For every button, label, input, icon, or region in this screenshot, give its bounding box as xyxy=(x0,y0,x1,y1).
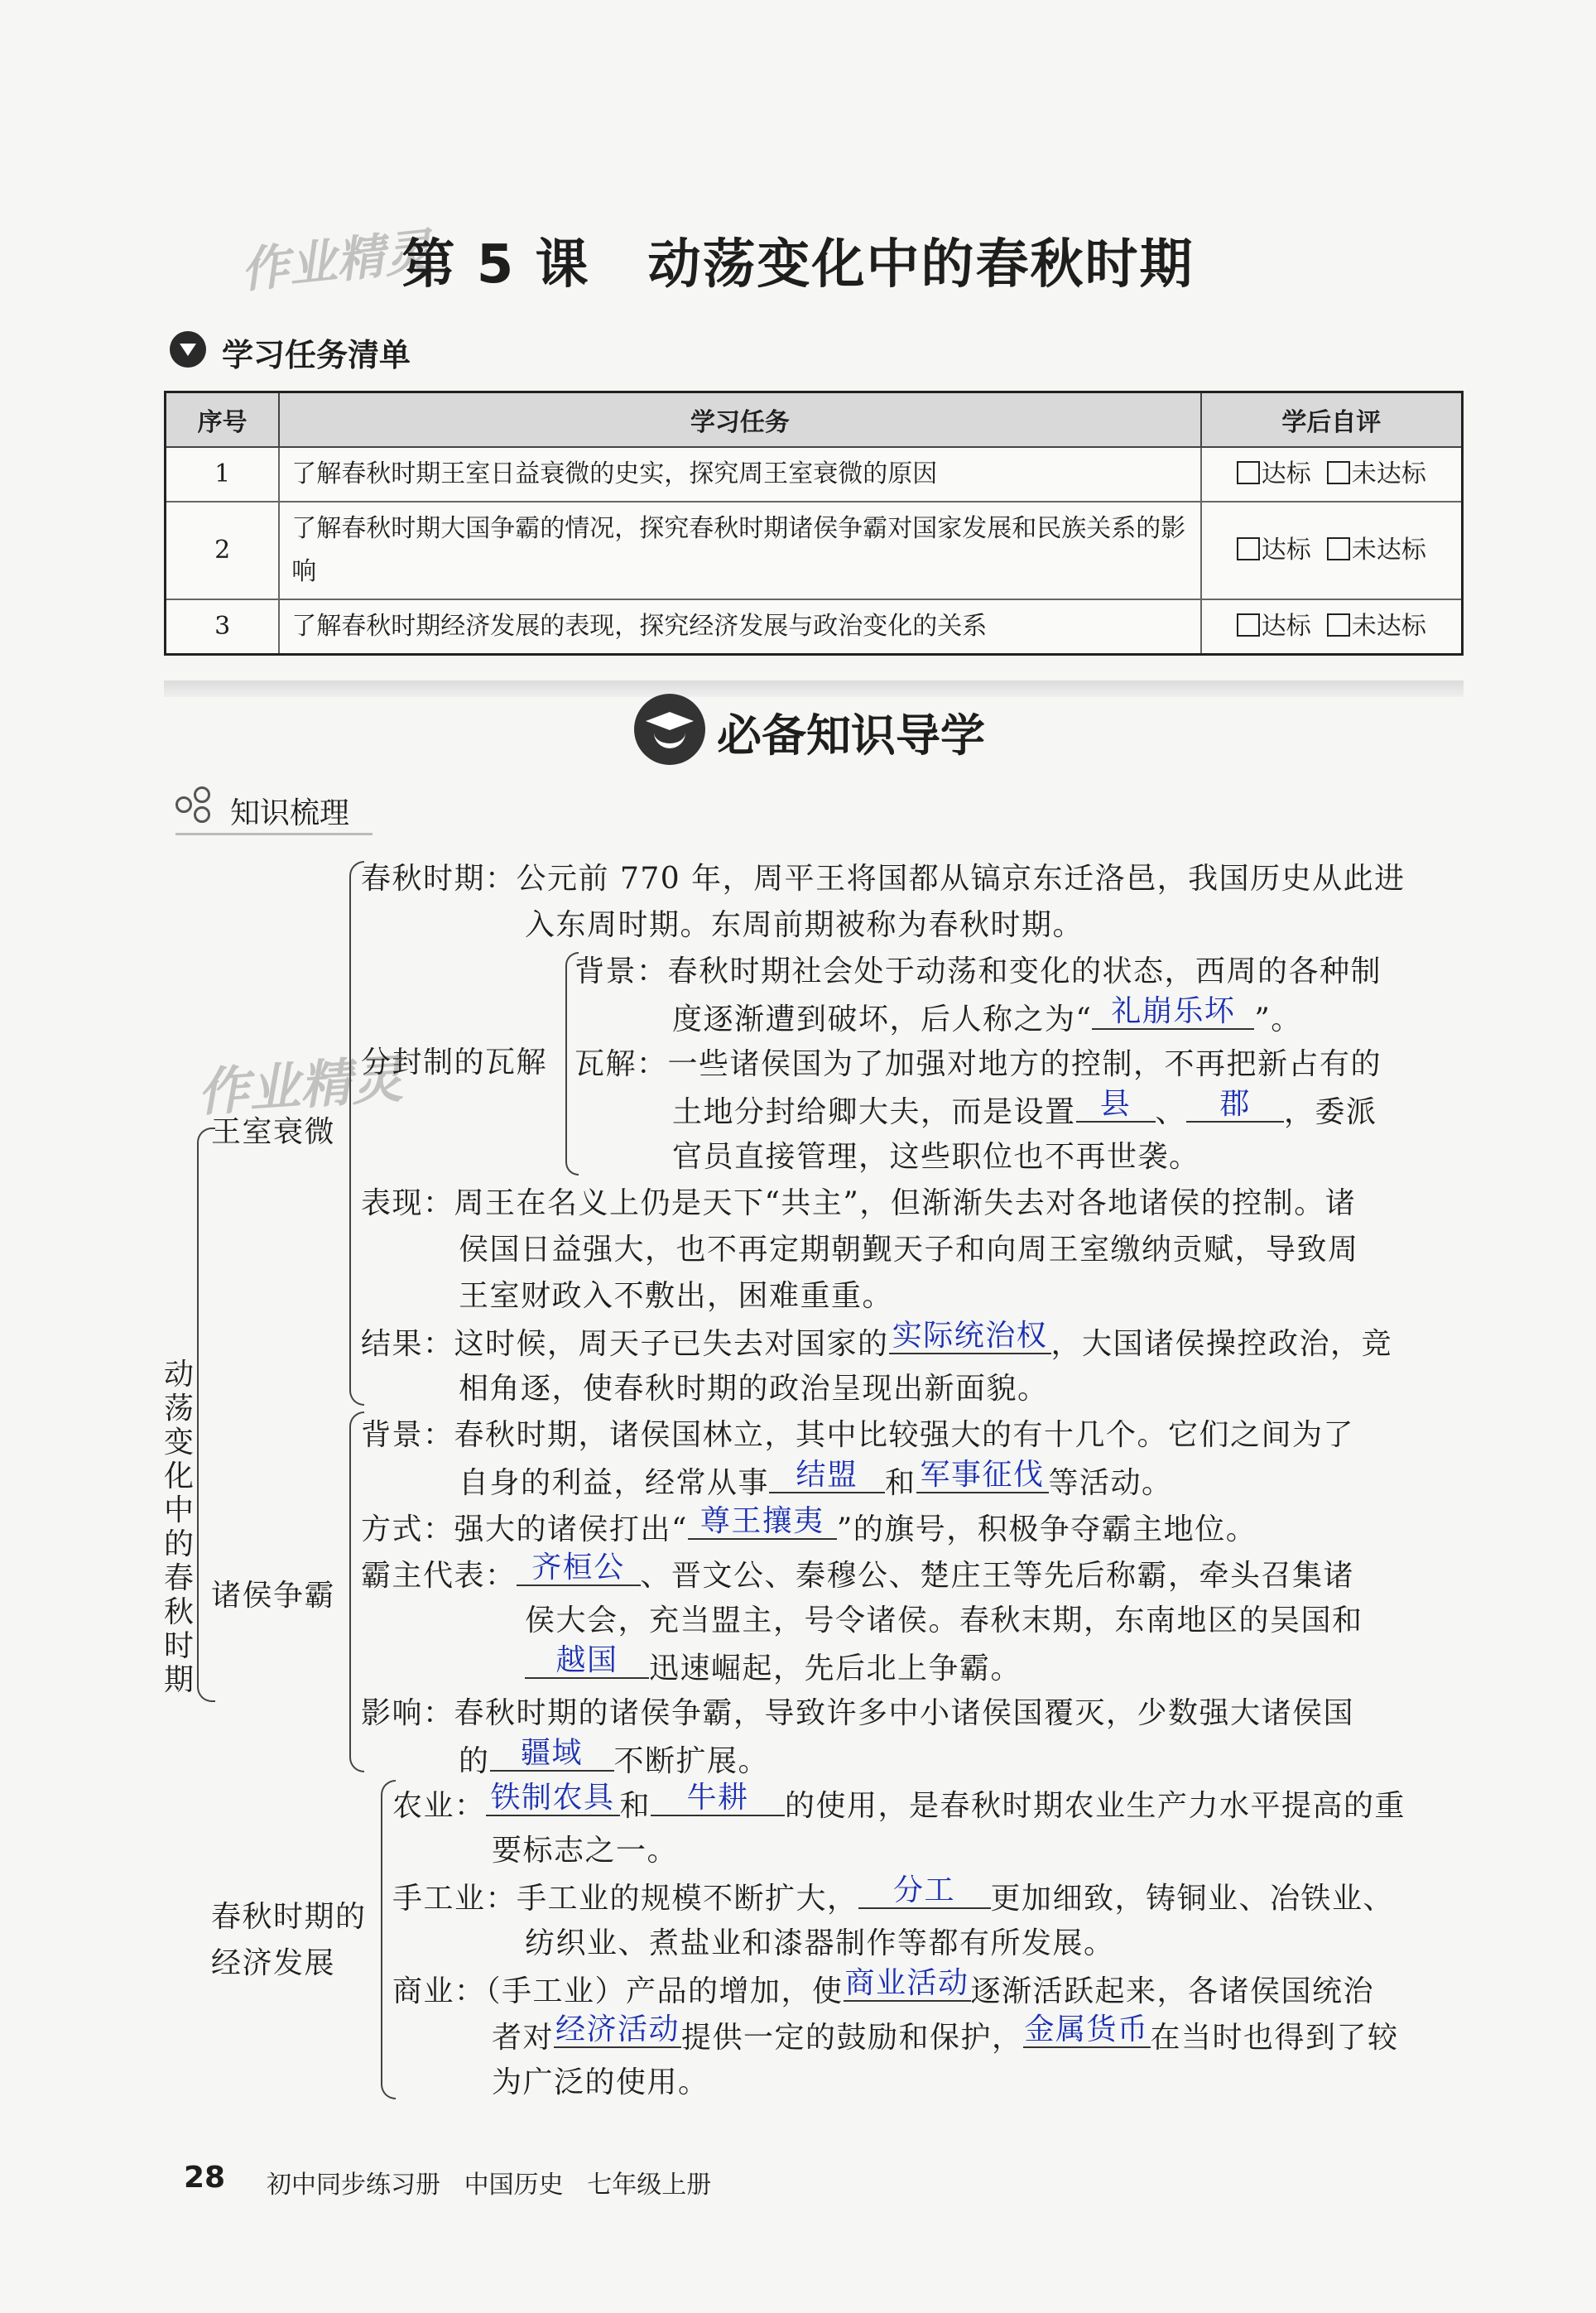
econ-hand-text-b: 更加细致，铸铜业、冶铁业、 xyxy=(990,1882,1395,1916)
heg-rep-line3 xyxy=(525,1643,1022,1685)
task-table xyxy=(164,391,1464,656)
row-eval xyxy=(1201,502,1463,599)
heg-bg-text-a: 自身的利益，经常从事 xyxy=(459,1466,770,1500)
heg-rep-line2: 侯大会，充当盟主，号令诸侯。春秋末期，东南地区的吴国和 xyxy=(525,1604,1363,1637)
econ-agri-text-b: 的使用，是春秋时期农业生产力水平提高的重 xyxy=(785,1789,1406,1823)
row-task: 了解春秋时期王室日益衰微的史实，探究周王室衰微的原因 xyxy=(279,447,1200,502)
econ-com-text-c: 者对 xyxy=(492,2021,555,2055)
answer-blank: 疆域 xyxy=(490,1737,614,1772)
economy-label-line2: 经济发展 xyxy=(211,1946,336,1980)
fief-bg-text-b: ”。 xyxy=(1254,1003,1302,1036)
king-result-line1 xyxy=(361,1319,1393,1361)
heg-bg-text-b: 等活动。 xyxy=(1048,1466,1173,1500)
econ-com-text-b: 逐渐活跃起来，各诸侯国统治 xyxy=(970,1974,1375,2008)
pass-checkbox[interactable] xyxy=(1237,537,1260,560)
header-task: 学习任务 xyxy=(279,392,1200,448)
lesson-title xyxy=(0,222,1596,298)
page-number: 28 xyxy=(184,2161,226,2195)
footer-book: 初中同步练习册 xyxy=(267,2171,440,2200)
row-task: 了解春秋时期经济发展的表现，探究经济发展与政治变化的关系 xyxy=(279,599,1200,655)
fail-checkbox[interactable] xyxy=(1327,613,1350,637)
table-row xyxy=(166,502,1463,599)
fief-label: 分封制的瓦解 xyxy=(361,1046,548,1080)
pass-label: 达标 xyxy=(1261,536,1311,565)
row-num: 2 xyxy=(166,502,280,599)
king-result-text-a: 结果：这时候，周天子已失去对国家的 xyxy=(361,1327,889,1361)
row-num: 1 xyxy=(166,447,280,502)
answer-blank: 结盟 xyxy=(769,1459,885,1493)
footer-info xyxy=(267,2164,711,2200)
answer-blank: 越国 xyxy=(525,1644,649,1679)
fief-collapse-line2 xyxy=(672,1087,1377,1129)
econ-hand-line1 xyxy=(392,1873,1395,1916)
fief-bg-line1: 背景：春秋时期社会处于动荡和变化的状态，西周的各种制 xyxy=(574,955,1382,988)
guide-heading: 必备知识导学 xyxy=(717,709,985,762)
footer-grade: 七年级上册 xyxy=(587,2171,712,2200)
row-num: 3 xyxy=(166,599,280,655)
king-period-line2: 入东周时期。东周前期被称为春秋时期。 xyxy=(525,908,1084,942)
fief-collapse-line1: 瓦解：一些诸侯国为了加强对地方的控制，不再把新占有的 xyxy=(574,1047,1382,1081)
economy-label-line1: 春秋时期的 xyxy=(211,1900,367,1934)
fief-col-text-b: ，委派 xyxy=(1284,1095,1377,1129)
fail-label: 未达标 xyxy=(1351,612,1426,641)
econ-com-line1 xyxy=(392,1966,1375,2008)
fief-col-text-a: 土地分封给卿大夫，而是设置 xyxy=(672,1095,1076,1129)
heg-inf-text-b: 不断扩展。 xyxy=(613,1744,770,1778)
heg-rep-text-c: 迅速崛起，先后北上争霸。 xyxy=(649,1652,1022,1685)
pass-checkbox[interactable] xyxy=(1237,461,1260,484)
answer-blank: 经济活动 xyxy=(555,2012,680,2046)
fief-bg-text-a: 度逐渐遭到破坏，后人称之为“ xyxy=(672,1003,1093,1036)
fail-checkbox[interactable] xyxy=(1327,537,1350,560)
fail-checkbox[interactable] xyxy=(1327,461,1350,484)
king-show-line2: 侯国日益强大，也不再定期朝觐天子和向周王室缴纳贡赋，导致周 xyxy=(459,1233,1359,1267)
answer-blank: 礼崩乐坏 xyxy=(1092,995,1254,1030)
root-brace xyxy=(197,1128,215,1702)
share-nodes-icon xyxy=(175,786,217,820)
answer-blank: 分工 xyxy=(858,1874,991,1909)
king-result-line2: 相角逐，使春秋时期的政治呈现出新面貌。 xyxy=(459,1372,1049,1406)
answer-blank: 郡 xyxy=(1186,1088,1284,1123)
econ-com-text-a: 商业：（手工业）产品的增加，使 xyxy=(392,1974,844,2008)
answer-blank: 商业活动 xyxy=(844,1966,969,2000)
answer-blank: 县 xyxy=(1076,1088,1156,1123)
fief-col-sep: 、 xyxy=(1155,1095,1187,1129)
watermark-top: 作业精灵 xyxy=(238,223,435,299)
heg-way-text-b: ”的旗号，积极争夺霸主地位。 xyxy=(836,1512,1257,1546)
fief-bg-line2 xyxy=(672,994,1302,1036)
checklist-icon xyxy=(170,331,206,368)
econ-agri-he: 和 xyxy=(619,1789,651,1823)
answer-blank: 金属货币 xyxy=(1024,2012,1149,2046)
heg-inf-text-a: 的 xyxy=(459,1744,490,1778)
heg-influence-line1: 影响：春秋时期的诸侯争霸，导致许多中小诸侯国覆灭，少数强大诸侯国 xyxy=(361,1696,1355,1730)
heg-bg-line1: 背景：春秋时期，诸侯国林立，其中比较强大的有十几个。它们之间为了 xyxy=(361,1418,1355,1452)
answer-blank: 尊王攘夷 xyxy=(688,1505,837,1540)
answer-blank: 铁制农具 xyxy=(486,1782,620,1816)
heg-way-text-a: 方式：强大的诸侯打出“ xyxy=(361,1512,688,1546)
lesson-name: 动荡变化中的春秋时期 xyxy=(647,234,1195,296)
econ-com-line3: 为广泛的使用。 xyxy=(492,2065,709,2099)
econ-hand-line2: 纺织业、煮盐业和漆器制作等都有所发展。 xyxy=(525,1926,1115,1960)
row-task: 了解春秋时期大国争霸的情况，探究春秋时期诸侯争霸对国家发展和民族关系的影响 xyxy=(279,502,1200,599)
graduation-cap-icon xyxy=(634,694,705,765)
fief-collapse-line3: 官员直接管理，这些职位也不再世袭。 xyxy=(672,1140,1200,1174)
king-label: 王室衰微 xyxy=(211,1115,336,1149)
heading-underline xyxy=(175,833,373,835)
table-row xyxy=(166,599,1463,655)
heg-bg-line2 xyxy=(459,1458,1173,1500)
footer-subject: 中国历史 xyxy=(464,2171,564,2200)
econ-com-line2 xyxy=(492,2012,1399,2055)
header-eval: 学后自评 xyxy=(1201,392,1463,448)
watermark-middle: 作业精灵 xyxy=(195,1048,405,1123)
table-header-row xyxy=(166,392,1463,448)
header-num: 序号 xyxy=(166,392,280,448)
section-divider xyxy=(164,680,1464,697)
econ-com-text-d: 提供一定的鼓励和保护， xyxy=(681,2021,1023,2055)
heg-rep-text-a: 霸主代表： xyxy=(361,1559,517,1593)
king-show-line3: 王室财政入不敷出，困难重重。 xyxy=(459,1279,894,1313)
heg-bg-he: 和 xyxy=(885,1466,916,1500)
row-eval xyxy=(1201,447,1463,502)
knowledge-heading: 知识梳理 xyxy=(230,796,350,830)
heg-influence-line2 xyxy=(459,1736,770,1778)
root-label: 动荡变化中的春秋时期 xyxy=(163,1358,194,1697)
answer-blank: 齐桓公 xyxy=(517,1551,641,1586)
lesson-number: 第 5 课 xyxy=(401,234,590,296)
economy-brace xyxy=(381,1780,396,2099)
econ-agri-text-a: 农业： xyxy=(392,1789,486,1823)
pass-label: 达标 xyxy=(1261,612,1311,641)
king-brace xyxy=(349,861,364,1406)
tasks-heading: 学习任务清单 xyxy=(222,337,411,373)
heg-way-line xyxy=(361,1504,1257,1546)
answer-blank: 牛耕 xyxy=(651,1782,785,1816)
answer-blank: 实际统治权 xyxy=(889,1320,1051,1354)
econ-com-text-e: 在当时也得到了较 xyxy=(1150,2021,1399,2055)
fail-label: 未达标 xyxy=(1351,459,1426,488)
table-row xyxy=(166,447,1463,502)
econ-hand-text-a: 手工业：手工业的规模不断扩大， xyxy=(392,1882,858,1916)
pass-label: 达标 xyxy=(1261,459,1311,488)
king-result-text-b: ，大国诸侯操控政治，竞 xyxy=(1050,1327,1393,1361)
king-show-line1: 表现：周王在名义上仍是天下“共主”，但渐渐失去对各地诸侯的控制。诸 xyxy=(361,1186,1357,1220)
king-period-line1: 春秋时期：公元前 770 年，周平王将国都从镐京东迁洛邑，我国历史从此进 xyxy=(361,862,1406,896)
fail-label: 未达标 xyxy=(1351,536,1426,565)
pass-checkbox[interactable] xyxy=(1237,613,1260,637)
econ-agri-line1 xyxy=(392,1781,1406,1823)
heg-rep-text-b: 、晋文公、秦穆公、楚庄王等先后称霸，牵头召集诸 xyxy=(640,1559,1355,1593)
heg-rep-line1 xyxy=(361,1551,1355,1593)
answer-blank: 军事征伐 xyxy=(916,1459,1049,1493)
hegemony-label: 诸侯争霸 xyxy=(211,1579,336,1613)
row-eval xyxy=(1201,599,1463,655)
econ-agri-line2: 要标志之一。 xyxy=(492,1834,679,1868)
